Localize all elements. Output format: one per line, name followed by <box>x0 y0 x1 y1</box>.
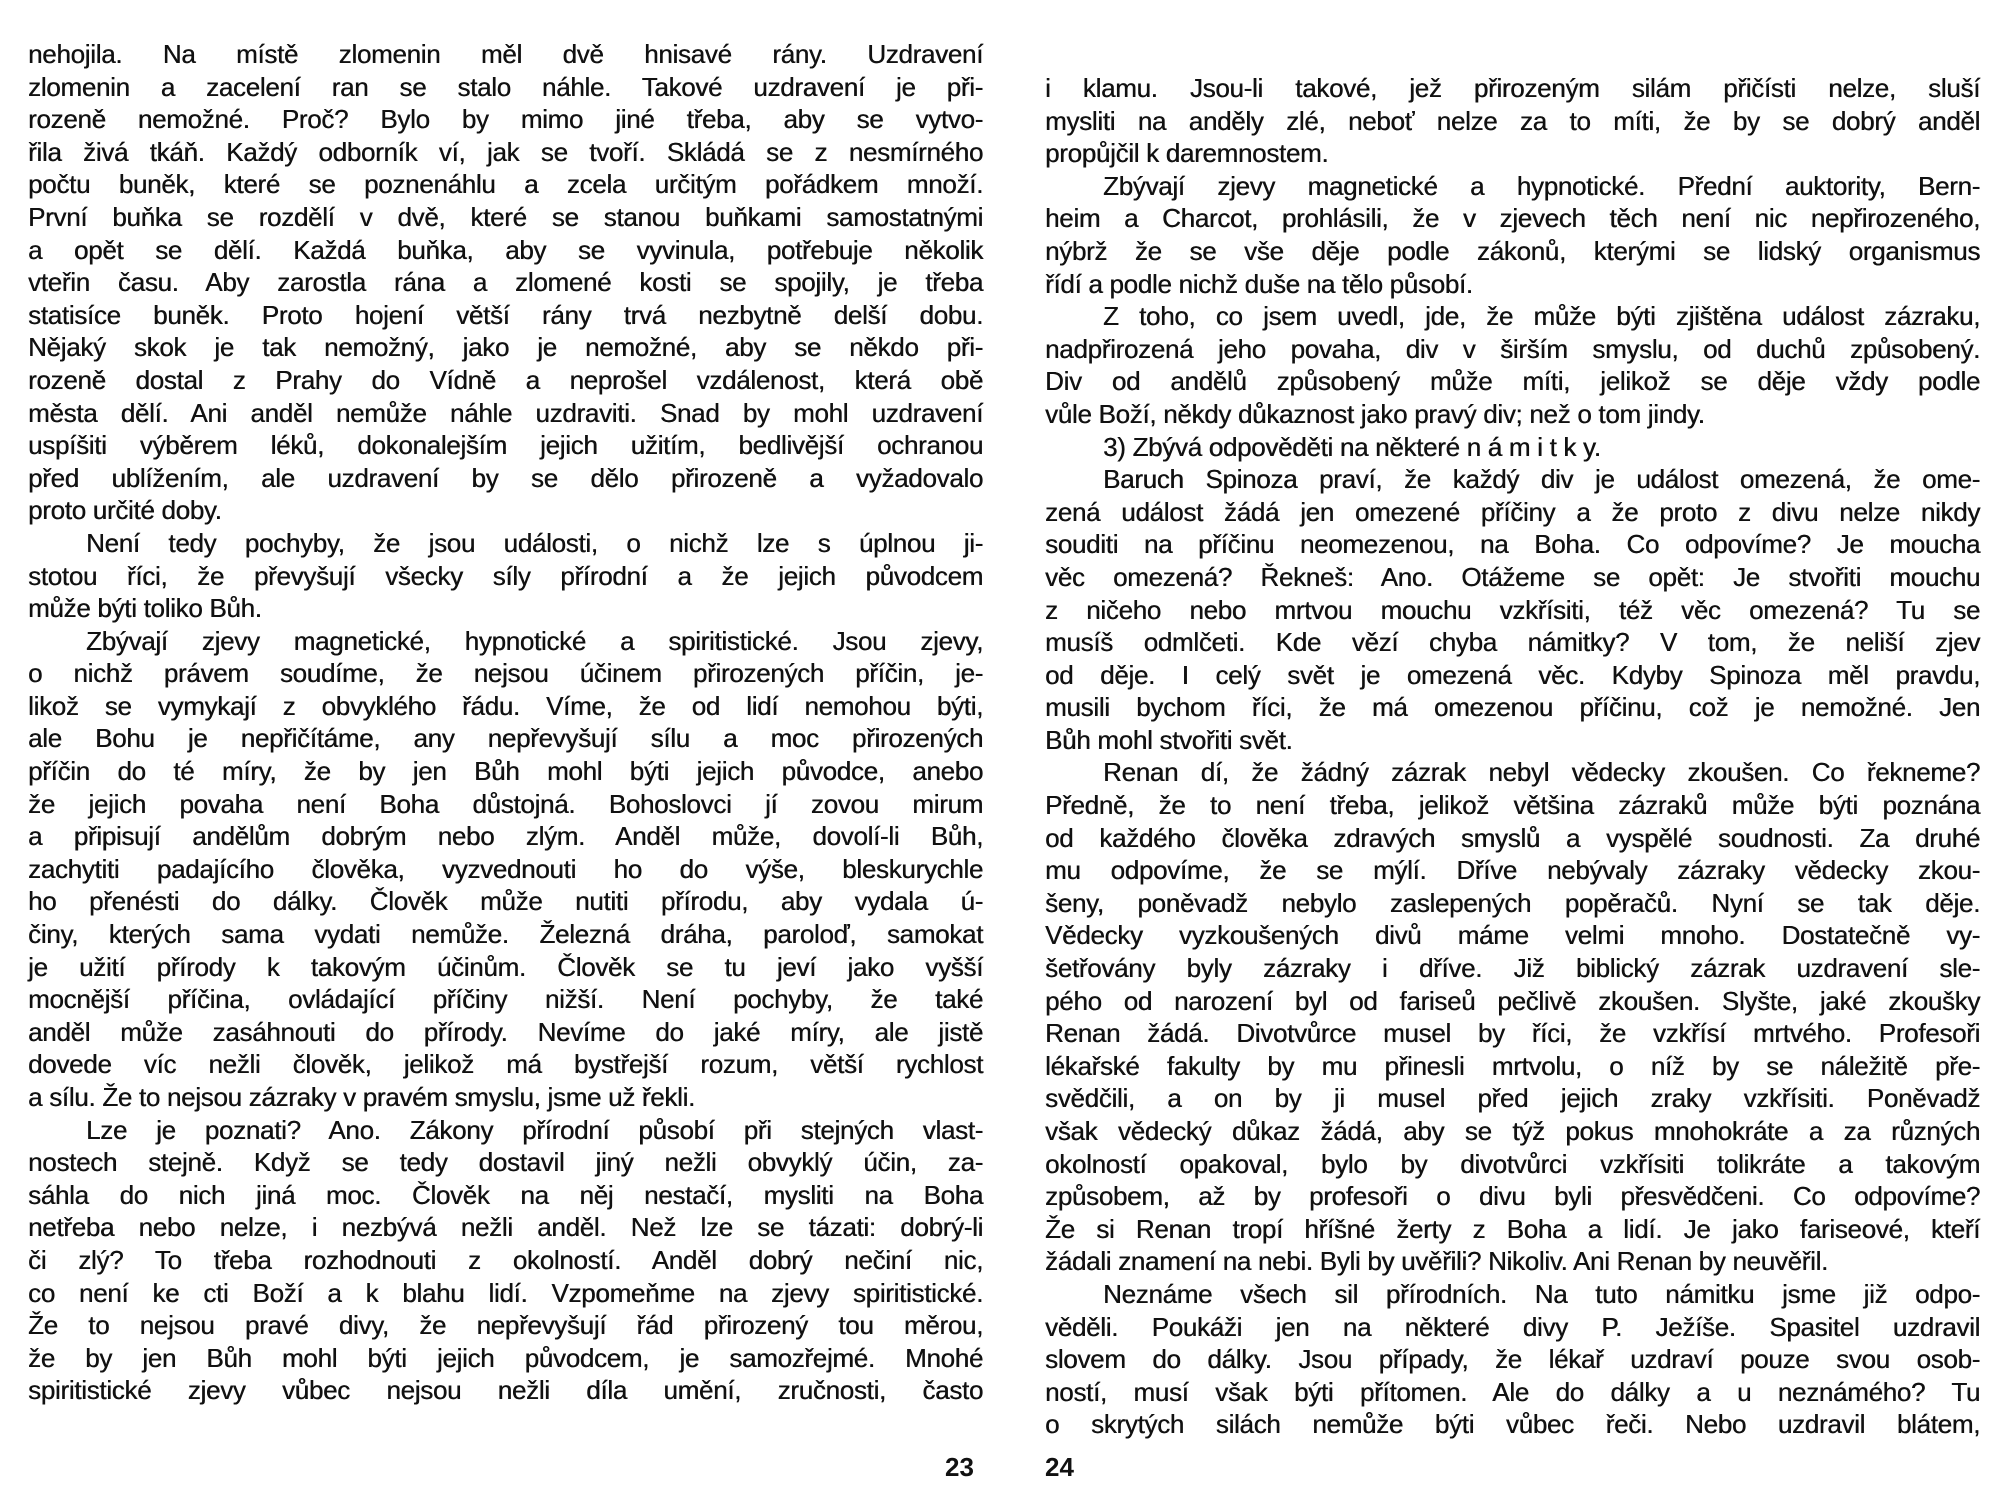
paragraph <box>28 38 983 527</box>
text-line: ale Bohu je nepřičítáme, any nepřevyšují sílu a moc přirozených <box>28 723 983 754</box>
text-line: vteřin času. Aby zarostla rána a zlomené kosti se spojily, je třeba <box>28 267 983 298</box>
text-line: zlomenin a zacelení ran se stalo náhle. Takové uzdravení je při- <box>28 71 983 102</box>
text-line: může býti toliko Bůh. <box>28 593 262 624</box>
text-line: ho přenésti do dálky. Člověk může nutiti přírodu, aby vydala ú- <box>28 886 983 917</box>
text-line: Lze je poznati? Ano. Zákony přírodní působí při stejných vlast- <box>86 1114 983 1145</box>
text-line: příčin do té míry, že by jen Bůh mohl býti jejich původce, anebo <box>28 756 983 787</box>
text-line: okolností opakoval, bylo by divotvůrci vzkřísiti tolikráte a takovým <box>1045 1148 1980 1179</box>
text-line: Renan žádá. Divotvůrce musel by říci, že vzkřísí mrtvého. Profesoři <box>1045 1018 1980 1049</box>
text-line: od děje. I celý svět je omezená věc. Kdyby Spinoza měl pravdu, <box>1045 659 1980 690</box>
text-line: rozeně dostal z Prahy do Vídně a neprošel vzdálenost, která obě <box>28 364 983 395</box>
text-line: stotou říci, že převyšují všecky síly přírodní a že jejich původcem <box>28 560 983 591</box>
text-line: Div od andělů způsobený může míti, jelikož se děje vždy podle <box>1045 366 1980 397</box>
text-line: a připisují andělům dobrým nebo zlým. Anděl může, dovolí-li Bůh, <box>28 821 983 852</box>
text-line: činy, kterých sama vydati nemůže. Železná dráha, paroloď, samokat <box>28 919 983 950</box>
text-line: rozeně nemožné. Proč? Bylo by mimo jiné třeba, aby se vytvo- <box>28 104 983 135</box>
text-line: řídí a podle nichž duše na tělo působí. <box>1045 268 1473 299</box>
text-line: že by jen Bůh mohl býti jejich původcem, je samozřejmé. Mnohé <box>28 1342 983 1373</box>
text-line: o skrytých silách nemůže býti vůbec řeči. Nebo uzdravil blátem, <box>1045 1409 1980 1440</box>
text-line: Z toho, co jsem uvedl, jde, že může býti zjištěna událost zázraku, <box>1103 301 1980 332</box>
text-line: nostech stejně. Když se tedy dostavil jiný nežli obvyklý účin, za- <box>28 1147 983 1178</box>
text-line: a opět se dělí. Každá buňka, aby se vyvinula, potřebuje několik <box>28 234 983 265</box>
text-line: 3) Zbývá odpověděti na některé n á m i t k y. <box>1103 431 1601 462</box>
text-line: žádali znamení na nebi. Byli by uvěřili? Nikoliv. Ani Renan by neuvěřil. <box>1045 1246 1828 1277</box>
text-line: nehojila. Na místě zlomenin měl dvě hnisavé rány. Uzdravení <box>28 39 983 69</box>
text-line: vůle Boží, někdy důkaznost jako pravý div; než o tom jindy. <box>1045 398 1705 429</box>
text-line: způsobem, až by profesoři o divu byli přesvědčeni. Co odpovíme? <box>1045 1181 1980 1212</box>
text-line: šetřovány byly zázraky i dříve. Již biblický zázrak uzdravení sle- <box>1045 953 1980 984</box>
paragraph <box>1045 431 1980 464</box>
text-line: anděl může zasáhnouti do přírody. Nevíme do jaké míry, ale jistě <box>28 1016 983 1047</box>
text-line: počtu buněk, které se poznenáhlu a zcela určitým pořádkem množí. <box>28 169 983 200</box>
text-line: věc omezená? Řekneš: Ano. Otážeme se opět: Je stvořiti mouchu <box>1045 561 1980 592</box>
text-line: mocnější příčina, ovládající příčiny nižší. Není pochyby, že také <box>28 984 983 1015</box>
text-line: že jejich povaha není Boha důstojná. Bohoslovci jí zovou mirum <box>28 788 983 819</box>
text-line: i klamu. Jsou-li takové, jež přirozeným silám přičísti nelze, sluší <box>1045 73 1980 103</box>
text-line: nadpřirozená jeho povaha, div v širším smyslu, od duchů způsobený. <box>1045 333 1980 364</box>
text-line: věděli. Poukáži jen na některé divy P. Ježíše. Spasitel uzdravil <box>1045 1311 1980 1342</box>
paragraph <box>1045 463 1980 756</box>
text-line: je užití přírody k takovým účinům. Člověk se tu jeví jako vyšší <box>28 951 983 982</box>
text-line: o nichž právem soudíme, že nejsou účinem přirozených příčin, je- <box>28 658 983 689</box>
text-line: proto určité doby. <box>28 495 222 526</box>
paragraph <box>1045 300 1980 430</box>
text-line: nýbrž že se vše děje podle zákonů, kterými se lidský organismus <box>1045 235 1980 266</box>
text-line: uspíšiti výběrem léků, dokonalejším jejich užitím, bedlivější ochranou <box>28 430 983 461</box>
text-line: pého od narození byl od fariseů pečlivě zkoušen. Slyšte, jaké zkoušky <box>1045 985 1980 1016</box>
text-line: Neznáme všech sil přírodních. Na tuto námitku jsme již odpo- <box>1103 1278 1980 1309</box>
text-line: První buňka se rozdělí v dvě, které se stanou buňkami samostatnými <box>28 201 983 232</box>
paragraph <box>1045 1278 1980 1441</box>
text-line: heim a Charcot, prohlásili, že v zjevech těch není nic nepřirozeného, <box>1045 203 1980 234</box>
text-line: od každého člověka zdravých smyslů a vyspělé soudnosti. Za druhé <box>1045 822 1980 853</box>
text-line: Není tedy pochyby, že jsou události, o nichž lze s úplnou ji- <box>86 527 983 558</box>
text-line: města dělí. Ani anděl nemůže náhle uzdraviti. Snad by mohl uzdravení <box>28 397 983 428</box>
text-line: z ničeho nebo mrtvou mouchu vzkřísiti, též věc omezená? Tu se <box>1045 594 1980 625</box>
paragraph <box>1045 170 1980 300</box>
text-line: musíš odmlčeti. Kde vězí chyba námitky? V tom, že neliší zjev <box>1045 627 1980 658</box>
text-line: před ublížením, ale uzdravení by se dělo přirozeně a vyžadovalo <box>28 462 983 493</box>
text-line: Nějaký skok je tak nemožný, jako je nemožné, aby se někdo při- <box>28 332 983 363</box>
paragraph <box>28 527 983 625</box>
text-line: spiritistické zjevy vůbec nejsou nežli díla umění, zručnosti, často <box>28 1375 983 1406</box>
text-line: sáhla do nich jiná moc. Člověk na něj nestačí, mysliti na Boha <box>28 1179 983 1210</box>
text-line: zená událost žádá jen omezené příčiny a že proto z divu nelze nikdy <box>1045 496 1980 527</box>
text-line: slovem do dálky. Jsou případy, že lékař uzdraví pouze svou osob- <box>1045 1344 1980 1375</box>
text-line: ností, musí však býti přítomen. Ale do dálky a u neznámého? Tu <box>1045 1376 1980 1407</box>
paragraph <box>28 625 983 1114</box>
text-line: lékařské fakulty by mu přinesli mrtvolu, o níž by se náležitě pře- <box>1045 1050 1980 1081</box>
text-line: likož se vymykají z obvyklého řádu. Víme, že od lidí nemohou býti, <box>28 690 983 721</box>
text-line: Baruch Spinoza praví, že každý div je událost omezená, že ome- <box>1103 464 1980 495</box>
text-line: musili bychom říci, že má omezenou příčinu, což je nemožné. Jen <box>1045 692 1980 723</box>
text-line: mu odpovíme, že se mýlí. Dříve nebývaly zázraky vědecky zkou- <box>1045 855 1980 886</box>
text-line: Bůh mohl stvořiti svět. <box>1045 724 1293 755</box>
text-line: Předně, že to není třeba, jelikož většina zázraků může býti poznána <box>1045 790 1980 821</box>
text-line: co není ke cti Boží a k blahu lidí. Vzpomeňme na zjevy spiritistické. <box>28 1277 983 1308</box>
left-page-text <box>28 38 983 1407</box>
paragraph <box>1045 756 1980 1278</box>
text-line: statisíce buněk. Proto hojení větší rány trvá nezbytně delší dobu. <box>28 299 983 330</box>
paragraph <box>1045 72 1980 170</box>
text-line: svědčili, a on by ji musel před jejich zraky vzkřísiti. Poněvadž <box>1045 1083 1980 1114</box>
text-line: Že si Renan tropí hříšné žerty z Boha a lidí. Je jako fariseové, kteří <box>1045 1213 1980 1244</box>
page-number-right: 24 <box>1045 1452 1074 1482</box>
text-line: dovede víc nežli člověk, jelikož má bystřejší rozum, větší rychlost <box>28 1049 983 1080</box>
text-line: souditi na příčinu neomezenou, na Boha. Co odpovíme? Je moucha <box>1045 529 1980 560</box>
text-line: řila živá tkáň. Každý odborník ví, jak se tvoří. Skládá se z nesmírného <box>28 136 983 167</box>
text-line: Že to nejsou pravé divy, že nepřevyšují řád přirozený tou měrou, <box>28 1310 983 1341</box>
text-line: však vědecký důkaz žádá, aby se týž pokus mnohokráte a za různých <box>1045 1116 1980 1146</box>
paragraph <box>28 1114 983 1407</box>
text-line: Zbývají zjevy magnetické a hypnotické. Přední auktority, Bern- <box>1103 170 1980 201</box>
text-line: netřeba nebo nelze, i nezbývá nežli anděl. Než lze se tázati: dobrý-li <box>28 1212 983 1243</box>
text-line: šeny, poněvadž nebylo zaslepených popěračů. Nyní se tak děje. <box>1045 887 1980 918</box>
text-line: Vědecky vyzkoušených divů máme velmi mnoho. Dostatečně vy- <box>1045 920 1980 951</box>
right-page-text <box>1045 72 1980 1441</box>
text-line: a sílu. Že to nejsou zázraky v pravém smyslu, jsme už řekli. <box>28 1082 695 1112</box>
text-line: propůjčil k daremnostem. <box>1045 138 1329 169</box>
page-number-left: 23 <box>945 1452 974 1482</box>
text-line: zachytiti padajícího člověka, vyzvednouti ho do výše, bleskurychle <box>28 853 983 884</box>
text-line: Zbývají zjevy magnetické, hypnotické a spiritistické. Jsou zjevy, <box>86 625 983 656</box>
text-line: mysliti na anděly zlé, neboť nelze za to míti, že by se dobrý anděl <box>1045 105 1980 136</box>
text-line: Renan dí, že žádný zázrak nebyl vědecky zkoušen. Co řekneme? <box>1103 757 1980 788</box>
text-line: či zlý? To třeba rozhodnouti z okolností. Anděl dobrý nečiní nic, <box>28 1244 983 1275</box>
